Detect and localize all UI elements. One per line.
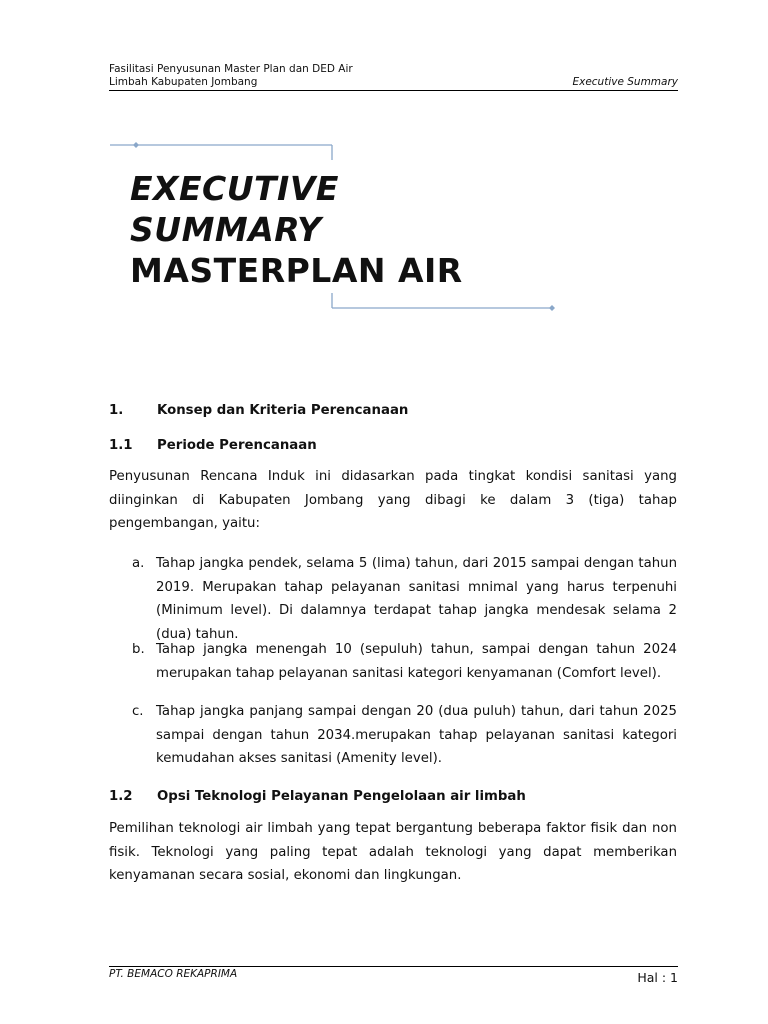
page-footer	[109, 966, 678, 985]
paragraph-teknologi: Pemilihan teknologi air limbah yang tepat bergantung beberapa faktor fisik dan non fisik. Teknologi yang paling tepat adalah teknologi yang dapat memberikan kenyamanan secara sosial, ekonomi dan lingkungan.	[109, 821, 677, 883]
diamond-icon	[549, 305, 555, 311]
title-line-3: MASTERPLAN AIR	[130, 251, 463, 290]
section-title: Opsi Teknologi Pelayanan Pengelolaan air limbah	[157, 789, 526, 804]
list-marker: c.	[132, 704, 144, 719]
list-marker: a.	[132, 556, 145, 571]
list-item-text: Tahap jangka pendek, selama 5 (lima) tahun, dari 2015 sampai dengan tahun 2019. Merupakan tahap pelayanan sanitasi mnimal yang harus terpenuhi (Minimum level). Di dalamnya terdapat tahap jangka mendesak selama 2 (dua) tahun.	[156, 556, 677, 642]
title-line-2: SUMMARY	[130, 210, 322, 249]
list-marker: b.	[132, 642, 145, 657]
header-section-label: Executive Summary	[572, 76, 678, 88]
diamond-icon	[133, 142, 139, 148]
section-number: 1.	[109, 403, 124, 418]
list-item-text: Tahap jangka menengah 10 (sepuluh) tahun, sampai dengan tahun 2024 merupakan tahap pelayanan sanitasi kategori kenyamanan (Comfort level).	[156, 642, 677, 681]
paragraph-periode: Penyusunan Rencana Induk ini didasarkan pada tingkat kondisi sanitasi yang diinginkan di Kabupaten Jombang yang dibagi ke dalam 3 (tiga) tahap pengembangan, yaitu:	[109, 469, 677, 531]
document-title	[130, 168, 463, 291]
title-line-1: EXECUTIVE	[130, 169, 339, 208]
page-number: Hal : 1	[637, 970, 678, 985]
section-title: Konsep dan Kriteria Perencanaan	[157, 403, 409, 418]
section-number: 1.1	[109, 438, 133, 453]
section-title: Periode Perencanaan	[157, 438, 317, 453]
list-item-text: Tahap jangka panjang sampai dengan 20 (dua puluh) tahun, dari tahun 2025 sampai dengan tahun 2034.merupakan tahap pelayanan sanitasi kategori kemudahan akses sanitasi (Amenity level).	[156, 704, 677, 766]
header-line-1: Fasilitasi Penyusunan Master Plan dan DED Air	[109, 63, 353, 75]
footer-company: PT. BEMACO REKAPRIMA	[109, 968, 238, 980]
header-line-2: Limbah Kabupaten Jombang	[109, 76, 258, 88]
section-number: 1.2	[109, 789, 133, 804]
